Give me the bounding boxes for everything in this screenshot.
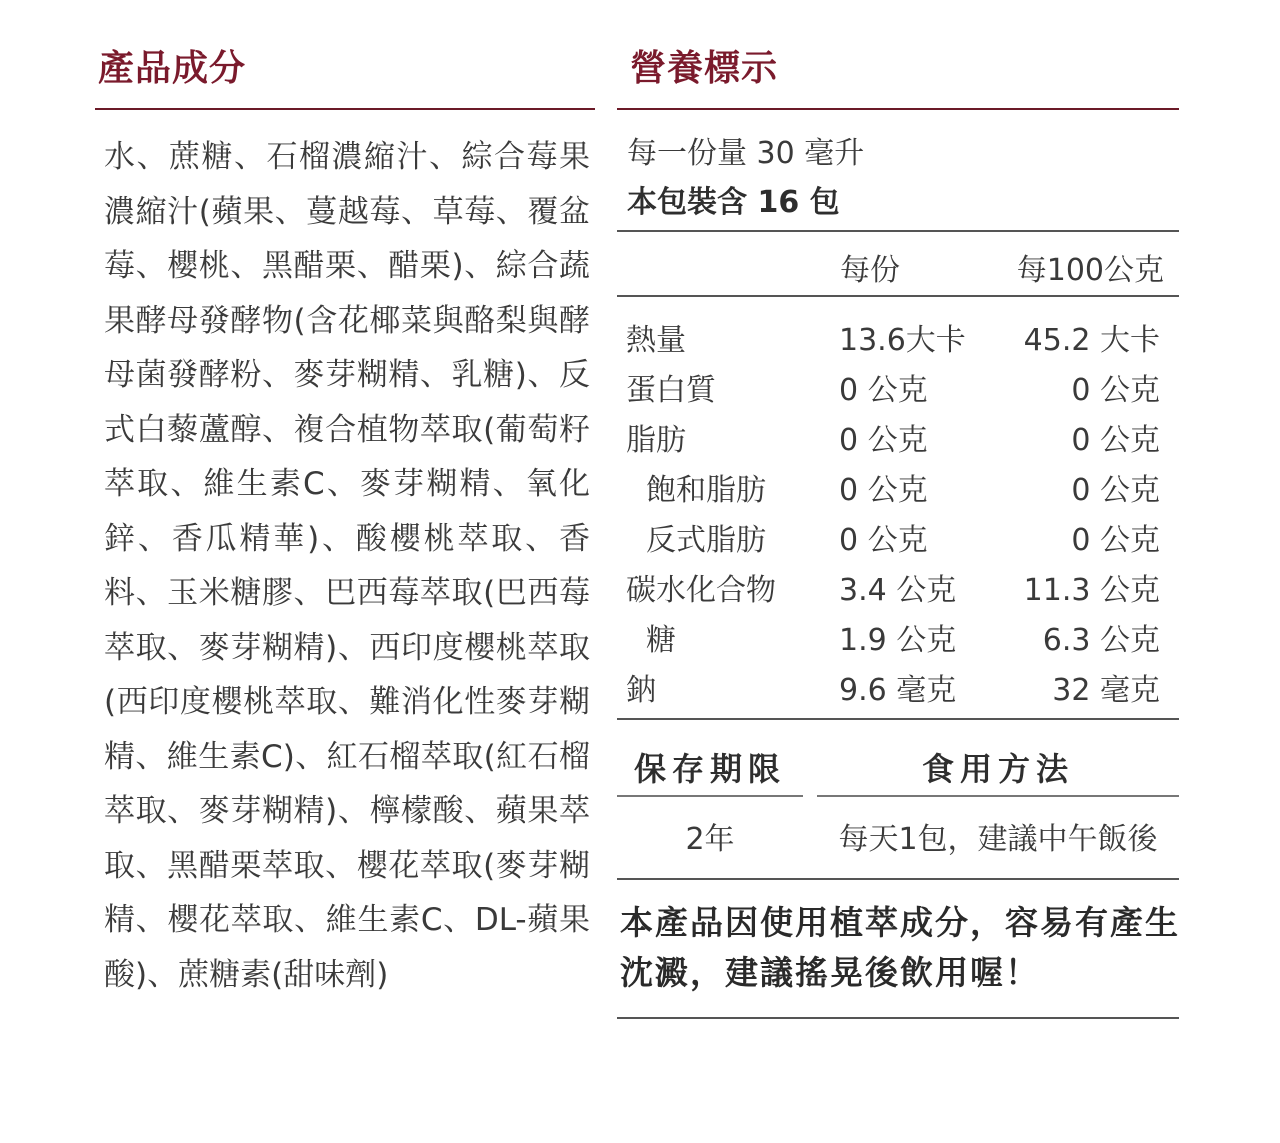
table-header-rule (617, 295, 1179, 297)
nutrition-heading: 營養標示 (630, 48, 779, 89)
nutrient-label: 碳水化合物 (626, 573, 776, 608)
per-100-value: 11.3 公克 (1023, 573, 1160, 608)
per-100-value: 6.3 公克 (1042, 623, 1160, 658)
nutrition-divider (617, 108, 1179, 110)
nutrition-row (626, 665, 1166, 713)
table-bottom-rule (617, 718, 1179, 720)
nutrition-row (626, 515, 1166, 563)
storage-rule (617, 795, 803, 797)
per-serving-value: 0 公克 (839, 373, 928, 408)
col-per-serving: 每份 (840, 253, 900, 288)
per-serving-value: 0 公克 (839, 523, 928, 558)
nutrition-row (626, 365, 1166, 413)
nutrient-label: 反式脂肪 (646, 523, 766, 558)
servings-per-pack: 本包裝含 16 包 (627, 185, 840, 220)
nutrient-label: 飽和脂肪 (646, 473, 766, 508)
usage-value: 每天1包，建議中午飯後 (838, 822, 1158, 857)
per-serving-value: 9.6 毫克 (839, 673, 957, 708)
nutrient-label: 糖 (646, 623, 676, 658)
notice-bottom-rule (617, 1017, 1179, 1019)
nutrient-label: 鈉 (626, 673, 656, 708)
storage-value: 2年 (685, 822, 735, 857)
shake-notice: 本產品因使用植萃成分，容易有產生沈澱，建議搖晃後飲用喔！ (620, 903, 1180, 992)
nutrition-row (626, 415, 1166, 463)
per-serving-value: 13.6大卡 (839, 323, 966, 358)
nutrient-label: 脂肪 (626, 423, 686, 458)
usage-heading: 食用方法 (921, 750, 1074, 788)
nutrition-row (626, 465, 1166, 513)
usage-rule (817, 795, 1179, 797)
nutrient-label: 蛋白質 (626, 373, 716, 408)
per-100-value: 0 公克 (1071, 423, 1160, 458)
usage-bottom-rule (617, 878, 1179, 880)
per-100-value: 0 公克 (1071, 373, 1160, 408)
per-serving-value: 0 公克 (839, 473, 928, 508)
per-serving-value: 3.4 公克 (839, 573, 957, 608)
per-100-value: 32 毫克 (1052, 673, 1160, 708)
per-100-value: 45.2 大卡 (1023, 323, 1160, 358)
nutrition-row (626, 565, 1166, 613)
nutrition-row (626, 615, 1166, 663)
per-100-value: 0 公克 (1071, 523, 1160, 558)
per-serving-value: 0 公克 (839, 423, 928, 458)
nutrition-row (626, 315, 1166, 363)
ingredients-text: 水、蔗糖、石榴濃縮汁、綜合莓果濃縮汁(蘋果、蔓越莓、草莓、覆盆莓、櫻桃、黑醋栗、醋栗)、綜合蔬果酵母發酵物(含花椰菜與酪梨與酵母菌發酵粉、麥芽糊精、乳糖)、反式白藜蘆醇、複合植物萃取(葡萄籽萃取、維生素C、麥芽糊精、氧化鋅、香瓜精華)、酸櫻桃萃取、香料、玉米糖膠、巴西莓萃取(巴西莓萃取、麥芽糊精)、西印度櫻桃萃取(西印度櫻桃萃取、難消化性麥芽糊精、維生素C)、紅石榴萃取(紅石榴萃取、麥芽糊精)、檸檬酸、蘋果萃取、黑醋栗萃取、櫻花萃取(麥芽糊精、櫻花萃取、維生素C、DL-蘋果酸)、蔗糖素(甜味劑) (104, 139, 590, 993)
per-serving-value: 1.9 公克 (839, 623, 957, 658)
ingredients-heading: 產品成分 (98, 48, 247, 89)
storage-heading: 保存期限 (633, 750, 786, 788)
col-per-100: 每100公克 (1016, 253, 1164, 288)
per-100-value: 0 公克 (1071, 473, 1160, 508)
table-top-rule (617, 230, 1179, 232)
nutrient-label: 熱量 (626, 323, 686, 358)
serving-size: 每一份量 30 毫升 (627, 136, 865, 171)
ingredients-divider (95, 108, 595, 110)
